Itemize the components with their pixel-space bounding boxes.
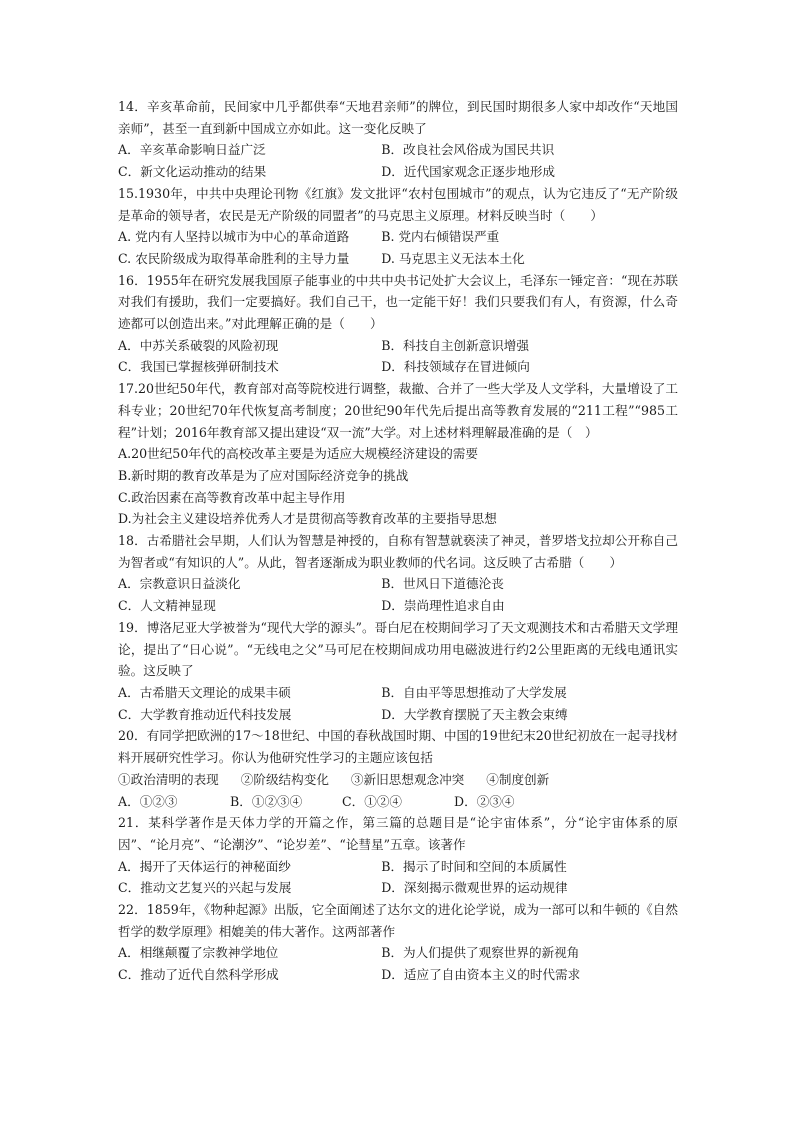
option-list <box>118 335 678 378</box>
question-stem: 19．博洛尼亚大学被誉为“现代大学的源头”。哥白尼在校期间学习了天文观测技术和古希腊天文学理论，提出了“日心说”。“无线电之父”马可尼在校期间成功用电磁波进行约2公里距离的无线电通讯实验。这反映了 <box>118 619 678 679</box>
option-a: A．相继颠覆了宗教神学地位 <box>118 945 279 961</box>
option-d: D．近代国家观念正逐步地形成 <box>381 164 556 180</box>
option-a: A.20世纪50年代的高校改革主要是为适应大规模经济建设的需要 <box>118 446 478 462</box>
option-c: C．①②④ <box>342 793 403 809</box>
option-list <box>118 226 678 269</box>
option-d: D．②③④ <box>454 793 515 809</box>
option-list <box>118 942 678 985</box>
option-b: B.新时期的教育改革是为了应对国际经济竞争的挑战 <box>118 467 409 483</box>
option-a: A．宗教意识日益淡化 <box>118 576 241 592</box>
option-a: A. 党内有人坚持以城市为中心的革命道路 <box>118 229 350 245</box>
option-b: B．世风日下道德沦丧 <box>381 576 504 592</box>
option-list <box>118 573 678 616</box>
option-d: D. 马克思主义无法本土化 <box>381 250 525 266</box>
question-16 <box>118 270 678 379</box>
question-22 <box>118 899 678 986</box>
option-c: C．新文化运动推动的结果 <box>118 164 267 180</box>
question-18 <box>118 530 678 617</box>
question-stem: 16．1955年在研究发展我国原子能事业的中共中央书记处扩大会议上，毛泽东一锤定音：“现在苏联对我们有援助，我们一定要搞好。我们自己干，也一定能干好！我们只要我们有人，有资源，什么奇迹都可以创造出来。”对此理解正确的是（ ） <box>118 272 678 332</box>
option-b: B．揭示了时间和空间的本质属性 <box>381 858 567 874</box>
option-a: A．①②③ <box>118 793 178 809</box>
option-b: B．改良社会风俗成为国民共识 <box>381 142 555 158</box>
option-list <box>118 682 678 725</box>
option-list <box>118 443 678 530</box>
option-c: C. 农民阶级成为取得革命胜利的主导力量 <box>118 250 350 266</box>
question-stem: 17.20世纪50年代，教育部对高等院校进行调整，裁撤、合并了一些大学及人文学科，大量增设了工科专业；20世纪70年代恢复高考制度；20世纪90年代先后提出高等教育发展的“211工程”“985工程”计划；2016年教育部又提出建设“双一流”大学。对上述材料理解最准确的是（ ） <box>118 381 678 440</box>
question-14 <box>118 96 678 183</box>
exam-page <box>118 96 678 986</box>
statement-list <box>118 769 678 791</box>
question-17 <box>118 378 678 530</box>
question-20 <box>118 725 678 812</box>
question-19 <box>118 617 678 726</box>
option-d: D．崇尚理性追求自由 <box>381 598 505 614</box>
question-stem: 14．辛亥革命前，民间家中几乎都供奉“天地君亲师”的牌位，到民国时期很多人家中却改作“天地国亲师”，甚至一直到新中国成立亦如此。这一变化反映了 <box>118 99 678 136</box>
option-list <box>118 856 678 899</box>
option-c: C．推动文艺复兴的兴起与发展 <box>118 880 292 896</box>
option-c: C.政治因素在高等教育改革中起主导作用 <box>118 489 346 505</box>
question-stem: 15.1930年，中共中央理论刊物《红旗》发文批评“农村包围城市”的观点，认为它违反了“无产阶级是革命的领导者，农民是无产阶级的同盟者”的马克思主义原理。材料反映当时（ ） <box>118 185 678 223</box>
option-b: B．为人们提供了观察世界的新视角 <box>381 945 580 961</box>
option-c: C．我国已掌握核弹研制技术 <box>118 359 279 375</box>
option-a: A．古希腊天文理论的成果丰硕 <box>118 684 291 700</box>
option-d: D．深刻揭示微观世界的运动规律 <box>381 880 568 896</box>
option-c: C．大学教育推动近代科技发展 <box>118 706 292 722</box>
question-15 <box>118 183 678 270</box>
statement-3: ③新旧思想观念冲突 <box>350 771 465 787</box>
option-b: B．科技自主创新意识增强 <box>381 337 529 353</box>
option-c: C．人文精神显现 <box>118 598 216 614</box>
statement-4: ④制度创新 <box>486 771 550 787</box>
option-a: A．揭开了天体运行的神秘面纱 <box>118 858 291 874</box>
option-d: D.为社会主义建设培养优秀人才是贯彻高等教育改革的主要指导思想 <box>118 511 497 527</box>
option-d: D．大学教育摆脱了天主教会束缚 <box>381 706 568 722</box>
option-c: C．推动了近代自然科学形成 <box>118 967 279 983</box>
option-list <box>118 791 678 813</box>
option-d: D．适应了自由资本主义的时代需求 <box>381 967 581 983</box>
statement-2: ②阶级结构变化 <box>240 771 329 787</box>
option-b: B．自由平等思想推动了大学发展 <box>381 684 567 700</box>
question-stem: 18．古希腊社会早期，人们认为智慧是神授的，自称有智慧就亵渎了神灵，普罗塔戈拉却公开称自己为智者或“有知识的人”。从此，智者逐渐成为职业教师的代名词。这反映了古希腊（ ） <box>118 533 678 570</box>
option-d: D．科技领域存在冒进倾向 <box>381 359 530 375</box>
option-b: B. 党内右倾错误严重 <box>381 229 500 245</box>
question-stem: 21．某科学著作是天体力学的开篇之作，第三篇的总题目是“论宇宙体系”，分“论宇宙体系的原因”、“论月亮”、“论潮汐”、“论岁差”、“论彗星”五章。该著作 <box>118 815 678 852</box>
question-stem: 20．有同学把欧洲的17～18世纪、中国的春秋战国时期、中国的19世纪末20世纪初放在一起寻找材料开展研究性学习。你认为他研究性学习的主题应该包括 <box>118 728 678 766</box>
option-list <box>118 139 678 182</box>
option-a: A．辛亥革命影响日益广泛 <box>118 142 266 158</box>
option-a: A．中苏关系破裂的风险初现 <box>118 337 279 353</box>
question-stem: 22．1859年，《物种起源》出版，它全面阐述了达尔文的进化论学说，成为一部可以和牛顿的《自然哲学的数学原理》相媲美的伟大著作。这两部著作 <box>118 902 678 939</box>
statement-1: ①政治清明的表现 <box>118 771 219 787</box>
option-b: B．①②③④ <box>230 793 303 809</box>
question-21 <box>118 812 678 899</box>
